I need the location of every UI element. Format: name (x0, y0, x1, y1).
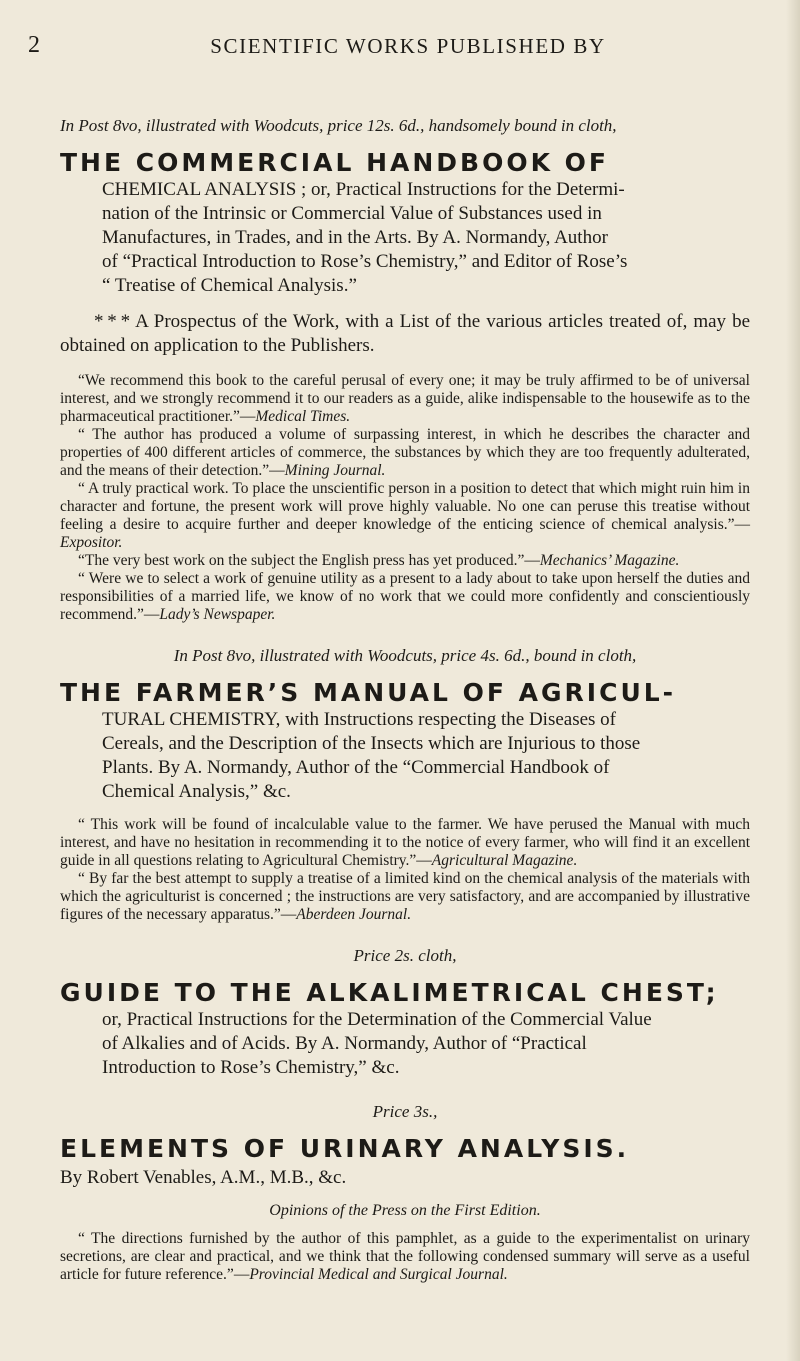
press-reviews (60, 1230, 750, 1284)
page-edge-shadow (786, 0, 800, 1361)
description-line: Plants. By A. Normandy, Author of the “Commercial Handbook of (102, 757, 610, 778)
press-reviews (60, 816, 750, 924)
description-line: or, Practical Instructions for the Determination of the Commercial Value (102, 1009, 652, 1030)
review-source: Expositor. (60, 534, 123, 551)
description-line: of Alkalies and of Acids. By A. Normandy, Author of “Practical (102, 1033, 587, 1054)
review-quote (60, 426, 750, 480)
price-line: Price 3s., (372, 1102, 438, 1121)
price-line: In Post 8vo, illustrated with Woodcuts, price 12s. 6d., handsomely bound in cloth, (60, 116, 617, 135)
review-text: “ The author has produced a volume of surpassing interest, in which he describes the character and properties of 400 different articles of commerce, the substances by which they are too frequently adulterated, and the means of their detection.”— (60, 426, 750, 479)
review-source: Mining Journal. (284, 462, 386, 479)
description-line: Manufactures, in Trades, and in the Arts. By A. Normandy, Author (102, 227, 608, 248)
price-line: Price 2s. cloth, (353, 946, 457, 965)
advertisement-column (60, 116, 750, 1306)
press-reviews (60, 372, 750, 624)
book-entry-urinary-analysis (60, 1102, 750, 1284)
book-entry-commercial-handbook (60, 116, 750, 624)
review-text: “ This work will be found of incalculable value to the farmer. We have perused the Manual with much interest, and have no hesitation in recommending it to the notice of every farmer, who will find it an excellent guide in all questions relating to Agricultural Chemistry.”— (60, 816, 750, 869)
description-line: “ Treatise of Chemical Analysis.” (102, 275, 357, 296)
book-title: GUIDE TO THE ALKALIMETRICAL CHEST; (60, 978, 719, 1007)
review-quote (60, 570, 750, 624)
book-title: THE COMMERCIAL HANDBOOK OF (60, 148, 609, 177)
description-line: Cereals, and the Description of the Insects which are Injurious to those (102, 733, 641, 754)
book-description (60, 708, 750, 804)
review-text: “ The directions furnished by the author of this pamphlet, as a guide to the experimentalist on urinary secretions, are clear and practical, and we think that the following condensed summary will serve as a useful article for future reference.”— (60, 1230, 750, 1283)
review-text: “The very best work on the subject the English press has yet produced.”— (78, 552, 540, 569)
review-text: “ A truly practical work. To place the unscientific person in a position to detect that which might ruin him in character and fortune, the present work will prove highly valuable. No one can peruse this treatise without feeling a desire to acquire further and deeper knowledge of the enticing science of chemical analysis.”— (60, 480, 750, 533)
review-quote (60, 552, 750, 570)
review-source: Agricultural Magazine. (431, 852, 578, 869)
review-quote (60, 480, 750, 552)
opinions-heading: Opinions of the Press on the First Edition. (269, 1202, 541, 1219)
review-text: “We recommend this book to the careful perusal of every one; it may be truly affirmed to be of universal interest, and we strongly recommend it to our readers as a guide, alike indispensable to the housewife as to the pharmaceutical practitioner.”— (60, 372, 750, 425)
running-title: SCIENTIFIC WORKS PUBLISHED BY (210, 34, 606, 58)
book-entry-farmers-manual (60, 646, 750, 924)
description-line: Chemical Analysis,” &c. (102, 781, 291, 802)
review-quote (60, 372, 750, 426)
page-number: 2 (28, 32, 40, 58)
prospectus-note: * * * A Prospectus of the Work, with a List of the various articles treated of, may be obtained on application to the Publishers. (60, 311, 750, 356)
review-quote (60, 816, 750, 870)
author-byline: By Robert Venables, A.M., M.B., &c. (60, 1167, 347, 1188)
description-line: nation of the Intrinsic or Commercial Value of Substances used in (102, 203, 602, 224)
review-source: Provincial Medical and Surgical Journal. (249, 1266, 508, 1283)
review-source: Aberdeen Journal. (296, 906, 412, 923)
review-text: “ By far the best attempt to supply a treatise of a limited kind on the chemical analysis of the materials with which the agriculturist is concerned ; the instructions are very satisfactory, and are accompanied by illustrative figures of the necessary apparatus.”— (60, 870, 750, 923)
review-source: Medical Times. (255, 408, 351, 425)
description-line: CHEMICAL ANALYSIS ; or, Practical Instructions for the Determi- (102, 179, 625, 200)
book-entry-alkalimetrical-chest (60, 946, 750, 1080)
review-source: Lady’s Newspaper. (159, 606, 276, 623)
review-quote (60, 1230, 750, 1284)
book-title: ELEMENTS OF URINARY ANALYSIS. (60, 1134, 630, 1163)
running-header (28, 30, 788, 64)
review-text: “ Were we to select a work of genuine utility as a present to a lady about to take upon herself the duties and responsibilities of a married life, we know of no work that we could more confidently and conscientiously recommend.”— (60, 570, 750, 623)
review-quote (60, 870, 750, 924)
price-line: In Post 8vo, illustrated with Woodcuts, price 4s. 6d., bound in cloth, (173, 646, 637, 665)
description-line: TURAL CHEMISTRY, with Instructions respecting the Diseases of (102, 709, 617, 730)
description-line: of “Practical Introduction to Rose’s Chemistry,” and Editor of Rose’s (102, 251, 628, 272)
review-source: Mechanics’ Magazine. (539, 552, 680, 569)
book-description (60, 178, 750, 298)
book-title: THE FARMER’S MANUAL OF AGRICUL- (60, 678, 677, 707)
description-line: Introduction to Rose’s Chemistry,” &c. (102, 1057, 400, 1078)
book-description (60, 1008, 750, 1080)
